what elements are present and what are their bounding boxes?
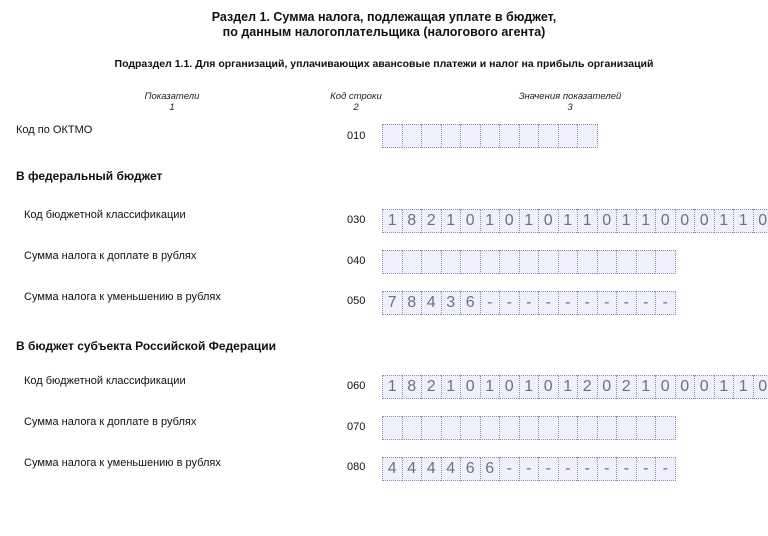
char-cell: -	[616, 457, 636, 481]
char-cell: -	[655, 291, 676, 315]
char-cell	[558, 250, 578, 274]
char-cell: -	[577, 291, 597, 315]
char-cell: 1	[382, 375, 402, 399]
char-cell	[597, 416, 617, 440]
column-header-indicators	[120, 91, 224, 113]
char-cell	[421, 250, 441, 274]
column-header-line-code-number: 2	[353, 102, 359, 113]
char-cell	[519, 124, 539, 148]
char-cell: -	[538, 291, 558, 315]
char-cell	[538, 250, 558, 274]
char-cell: 1	[480, 375, 500, 399]
char-cell: 7	[382, 291, 402, 315]
char-cell: 1	[558, 375, 578, 399]
char-cell	[382, 124, 402, 148]
char-cell: 6	[460, 291, 480, 315]
char-cell	[616, 250, 636, 274]
char-cell	[382, 250, 402, 274]
regional-budget-heading: В бюджет субъекта Российской Федерации	[16, 339, 276, 353]
char-cell: 0	[499, 375, 519, 399]
regional-pay-label: Сумма налога к доплате в рублях	[24, 416, 197, 428]
federal-pay-line-code: 040	[347, 255, 366, 267]
char-cell: 4	[421, 291, 441, 315]
oktmo-line-code: 010	[347, 130, 366, 142]
char-cell: 0	[499, 209, 519, 233]
char-cell	[441, 250, 461, 274]
char-cell: 8	[402, 209, 422, 233]
char-cell: -	[597, 457, 617, 481]
regional-reduce-label: Сумма налога к уменьшению в рублях	[24, 457, 221, 469]
char-cell	[519, 416, 539, 440]
char-cell	[597, 250, 617, 274]
char-cell: -	[636, 291, 656, 315]
federal-pay-field[interactable]	[382, 250, 676, 274]
char-cell: 0	[597, 375, 617, 399]
char-cell: -	[655, 457, 676, 481]
char-cell: 1	[577, 209, 597, 233]
regional-pay-line-code: 070	[347, 421, 366, 433]
column-header-indicators-number: 1	[169, 102, 175, 113]
char-cell	[558, 124, 578, 148]
char-cell	[655, 250, 676, 274]
char-cell	[480, 250, 500, 274]
regional-kbk-label: Код бюджетной классификации	[24, 375, 186, 387]
federal-kbk-line-code: 030	[347, 214, 366, 226]
char-cell	[499, 124, 519, 148]
column-header-values-number: 3	[567, 102, 573, 113]
char-cell: 2	[616, 375, 636, 399]
char-cell: 1	[636, 375, 656, 399]
char-cell: 1	[733, 375, 753, 399]
char-cell: 0	[694, 209, 714, 233]
char-cell	[558, 416, 578, 440]
char-cell: 8	[402, 291, 422, 315]
char-cell: -	[597, 291, 617, 315]
char-cell: 1	[558, 209, 578, 233]
char-cell: 4	[421, 457, 441, 481]
regional-kbk-field[interactable]	[382, 375, 768, 399]
federal-pay-label: Сумма налога к доплате в рублях	[24, 250, 197, 262]
char-cell: -	[519, 291, 539, 315]
char-cell: -	[499, 457, 519, 481]
char-cell	[636, 416, 656, 440]
char-cell: -	[558, 291, 578, 315]
char-cell: 0	[460, 209, 480, 233]
regional-kbk-line-code: 060	[347, 380, 366, 392]
char-cell	[616, 416, 636, 440]
char-cell	[441, 416, 461, 440]
char-cell: 2	[577, 375, 597, 399]
column-header-indicators-label: Показатели	[144, 91, 200, 102]
regional-reduce-field[interactable]	[382, 457, 676, 481]
char-cell: 2	[421, 375, 441, 399]
char-cell: 0	[597, 209, 617, 233]
federal-budget-heading: В федеральный бюджет	[16, 169, 163, 183]
column-header-line-code	[318, 91, 394, 113]
char-cell: 1	[480, 209, 500, 233]
char-cell: 0	[460, 375, 480, 399]
char-cell	[441, 124, 461, 148]
char-cell: 0	[753, 209, 768, 233]
char-cell: 1	[441, 209, 461, 233]
char-cell: -	[480, 291, 500, 315]
regional-reduce-line-code: 080	[347, 461, 366, 473]
char-cell	[402, 416, 422, 440]
char-cell: 0	[538, 375, 558, 399]
oktmo-field[interactable]	[382, 124, 598, 148]
char-cell: 1	[519, 209, 539, 233]
char-cell: 6	[460, 457, 480, 481]
char-cell	[538, 124, 558, 148]
char-cell: -	[636, 457, 656, 481]
char-cell: 1	[714, 209, 734, 233]
char-cell	[577, 250, 597, 274]
char-cell	[402, 250, 422, 274]
char-cell: -	[538, 457, 558, 481]
char-cell: 3	[441, 291, 461, 315]
char-cell	[499, 416, 519, 440]
char-cell: 0	[753, 375, 768, 399]
char-cell: 4	[382, 457, 402, 481]
char-cell: 1	[382, 209, 402, 233]
char-cell: 0	[655, 375, 675, 399]
char-cell: 0	[655, 209, 675, 233]
char-cell	[480, 124, 500, 148]
char-cell: 0	[675, 375, 695, 399]
char-cell	[538, 416, 558, 440]
char-cell: 6	[480, 457, 500, 481]
char-cell: 0	[694, 375, 714, 399]
char-cell: 1	[714, 375, 734, 399]
column-header-values	[500, 91, 640, 113]
section-title-line1: Раздел 1. Сумма налога, подлежащая уплате в бюджет,	[211, 10, 557, 24]
char-cell	[421, 416, 441, 440]
federal-reduce-line-code: 050	[347, 295, 366, 307]
regional-pay-field[interactable]	[382, 416, 676, 440]
char-cell	[577, 416, 597, 440]
char-cell: -	[499, 291, 519, 315]
federal-reduce-field[interactable]	[382, 291, 676, 315]
federal-kbk-label: Код бюджетной классификации	[24, 209, 186, 221]
char-cell	[421, 124, 441, 148]
char-cell: 1	[519, 375, 539, 399]
char-cell	[460, 416, 480, 440]
char-cell	[382, 416, 402, 440]
column-header-values-label: Значения показателей	[518, 91, 622, 102]
char-cell: 4	[441, 457, 461, 481]
char-cell: -	[519, 457, 539, 481]
char-cell	[499, 250, 519, 274]
federal-reduce-label: Сумма налога к уменьшению в рублях	[24, 291, 221, 303]
char-cell: 0	[538, 209, 558, 233]
char-cell: 1	[733, 209, 753, 233]
char-cell: 1	[636, 209, 656, 233]
char-cell	[460, 124, 480, 148]
char-cell	[636, 250, 656, 274]
char-cell: 0	[675, 209, 695, 233]
char-cell: 8	[402, 375, 422, 399]
oktmo-label: Код по ОКТМО	[16, 124, 93, 136]
federal-kbk-field[interactable]	[382, 209, 768, 233]
char-cell	[519, 250, 539, 274]
char-cell	[655, 416, 676, 440]
char-cell	[577, 124, 598, 148]
char-cell	[480, 416, 500, 440]
char-cell: -	[558, 457, 578, 481]
char-cell: 1	[616, 209, 636, 233]
char-cell	[402, 124, 422, 148]
column-header-line-code-label: Код строки	[330, 91, 382, 102]
char-cell: 2	[421, 209, 441, 233]
char-cell: -	[616, 291, 636, 315]
char-cell: 1	[441, 375, 461, 399]
section-title-line2: по данным налогоплательщика (налогового агента)	[222, 25, 546, 39]
char-cell: -	[577, 457, 597, 481]
char-cell	[460, 250, 480, 274]
char-cell: 4	[402, 457, 422, 481]
subsection-title: Подраздел 1.1. Для организаций, уплачивающих авансовые платежи и налог на прибыль организаций	[114, 58, 654, 70]
